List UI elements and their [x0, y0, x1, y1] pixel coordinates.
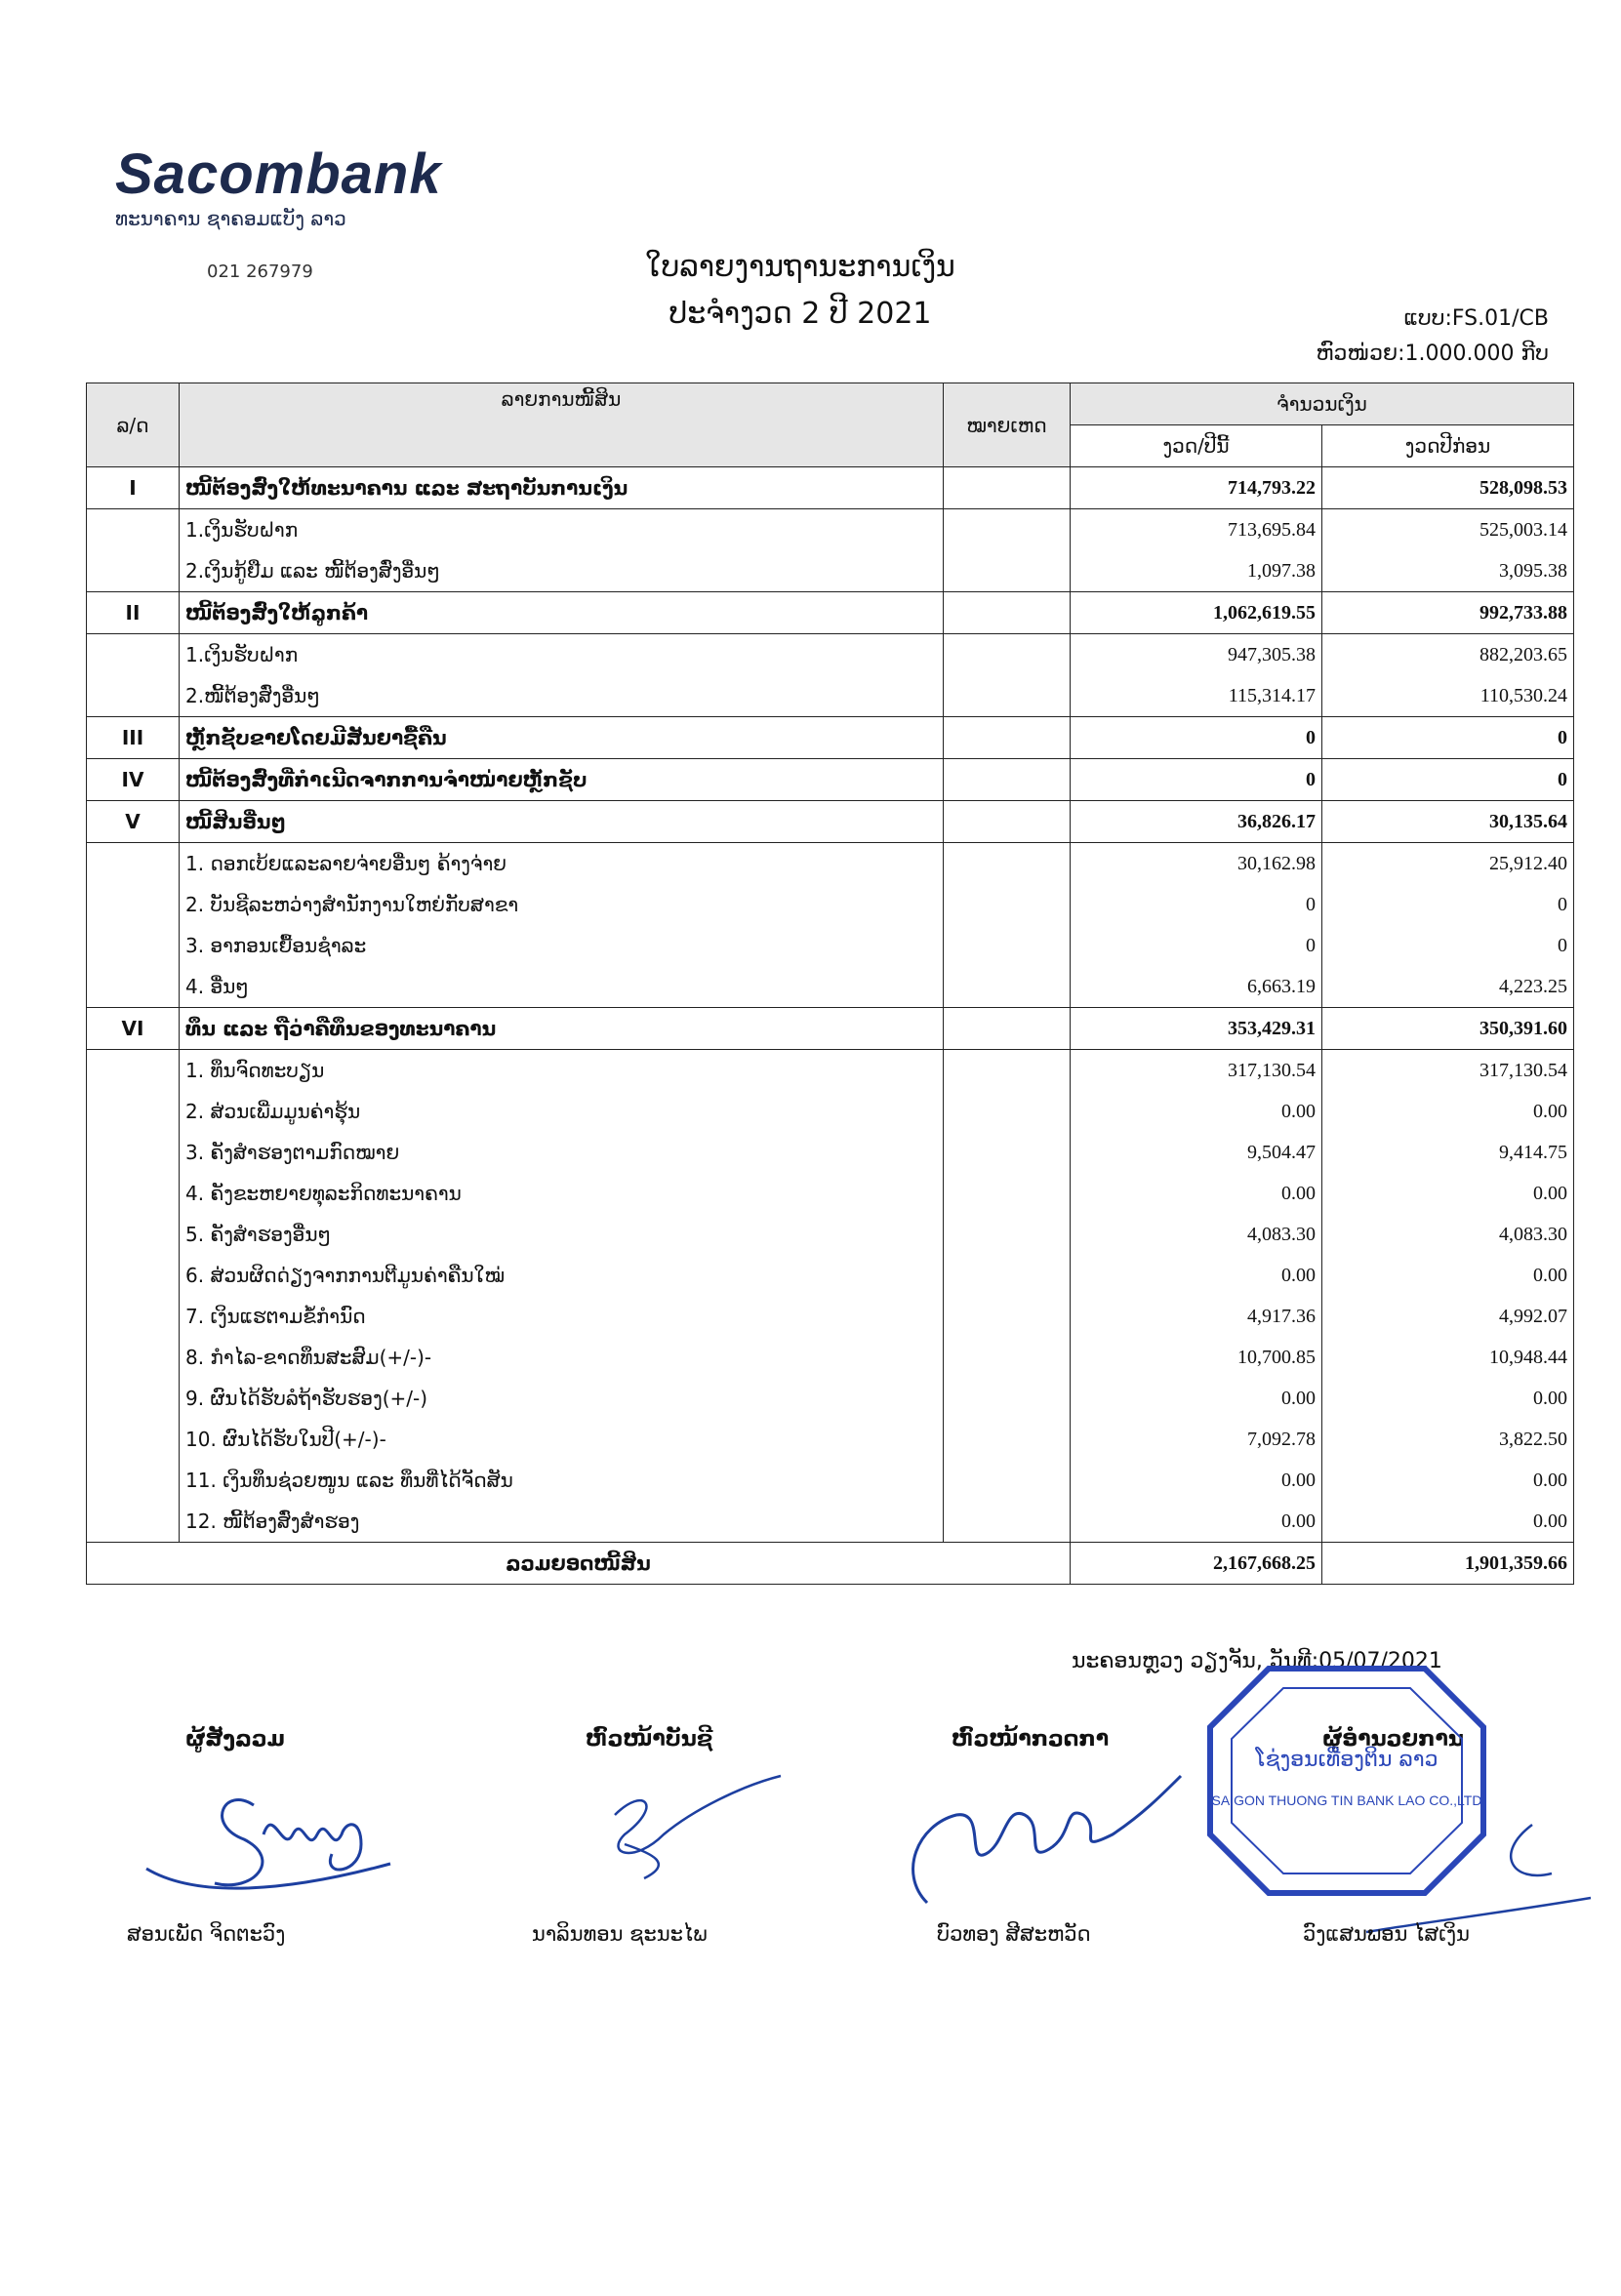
stamp-lao-text: ໂຊ່ງອນເທື່ອງຕິນ ລາວ	[1255, 1748, 1439, 1772]
row-number	[87, 1173, 180, 1214]
row-item: 10. ຜົນໄດ້ຮັບໃນປີ(+/-)-	[180, 1419, 944, 1460]
row-item: ໜີ້ສິນອື່ນໆ	[180, 801, 944, 843]
row-item: 6. ສ່ວນຜິດດ່ຽງຈາກການຕີມູນຄ່າຄືນໃໝ່	[180, 1255, 944, 1296]
row-item: ໜີ້ຕ້ອງສົ່ງໃຫ້ທະນາຄານ ແລະ ສະຖາບັນການເງິນ	[180, 467, 944, 509]
row-number	[87, 843, 180, 885]
row-previous-amount: 0.00	[1322, 1173, 1574, 1214]
row-previous-amount: 350,391.60	[1322, 1008, 1574, 1050]
row-number	[87, 1214, 180, 1255]
row-number: III	[87, 717, 180, 759]
table-row	[87, 1214, 1574, 1255]
row-item: 2.ເງິນກູ້ຢືມ ແລະ ໜີ້ຕ້ອງສົ່ງອື່ນໆ	[180, 550, 944, 592]
row-current-amount: 4,917.36	[1071, 1296, 1322, 1337]
table-row	[87, 1255, 1574, 1296]
row-item: 3. ອາກອນເຍື້ອນຊຳລະ	[180, 925, 944, 966]
table-row	[87, 801, 1574, 843]
row-note	[944, 925, 1071, 966]
row-current-amount: 115,314.17	[1071, 675, 1322, 717]
row-previous-amount: 3,822.50	[1322, 1419, 1574, 1460]
signer-title-chief-auditor: ຫົວໜ້າກວດກາ	[952, 1727, 1110, 1752]
row-previous-amount: 4,223.25	[1322, 966, 1574, 1008]
table-row	[87, 634, 1574, 676]
row-previous-amount: 3,095.38	[1322, 550, 1574, 592]
row-item: ທຶນ ແລະ ຖືວ່າຄືທຶນຂອງທະນາຄານ	[180, 1008, 944, 1050]
table-row	[87, 1419, 1574, 1460]
row-number	[87, 884, 180, 925]
row-note	[944, 1501, 1071, 1543]
row-number	[87, 1296, 180, 1337]
row-number: VI	[87, 1008, 180, 1050]
row-item: 3. ຄັງສຳຮອງຕາມກົດໝາຍ	[180, 1132, 944, 1173]
table-row	[87, 675, 1574, 717]
table-row	[87, 509, 1574, 551]
row-current-amount: 353,429.31	[1071, 1008, 1322, 1050]
row-previous-amount: 4,083.30	[1322, 1214, 1574, 1255]
row-note	[944, 1419, 1071, 1460]
row-current-amount: 0.00	[1071, 1460, 1322, 1501]
table-row	[87, 1337, 1574, 1378]
total-label: ລວມຍອດໜີ້ສິນ	[87, 1543, 1071, 1585]
report-title: ໃບລາຍງານຖານະການເງິນ	[645, 250, 955, 284]
row-previous-amount: 317,130.54	[1322, 1050, 1574, 1092]
signer-name-chief-accountant: ນາລິນທອນ ຊະນະໄພ	[532, 1922, 708, 1946]
row-note	[944, 717, 1071, 759]
row-number: V	[87, 801, 180, 843]
signer-name-director: ວົງແສນພອນ ໄສເງິນ	[1303, 1922, 1470, 1946]
row-note	[944, 1050, 1071, 1092]
row-item: 2. ບັນຊີລະຫວ່າງສຳນັກງານໃຫຍ່ກັບສາຂາ	[180, 884, 944, 925]
row-previous-amount: 10,948.44	[1322, 1337, 1574, 1378]
form-code: ແບບ:FS.01/CB	[1403, 306, 1549, 331]
row-number	[87, 550, 180, 592]
row-number	[87, 509, 180, 551]
table-row	[87, 1091, 1574, 1132]
row-note	[944, 1091, 1071, 1132]
row-number	[87, 1460, 180, 1501]
liabilities-table	[86, 383, 1574, 1585]
row-current-amount: 317,130.54	[1071, 1050, 1322, 1092]
table-row	[87, 1296, 1574, 1337]
row-current-amount: 0.00	[1071, 1091, 1322, 1132]
row-previous-amount: 0	[1322, 717, 1574, 759]
row-previous-amount: 992,733.88	[1322, 592, 1574, 634]
table-row	[87, 1050, 1574, 1092]
row-note	[944, 759, 1071, 801]
bank-subtitle: ທະນາຄານ ຊາຄອມແບັງ ລາວ	[115, 207, 346, 230]
row-note	[944, 634, 1071, 676]
row-number	[87, 1132, 180, 1173]
row-number	[87, 925, 180, 966]
table-row	[87, 550, 1574, 592]
row-note	[944, 884, 1071, 925]
header-note: ໝາຍເຫດ	[944, 383, 1071, 467]
row-previous-amount: 4,992.07	[1322, 1296, 1574, 1337]
stamp-english-text: SAIGON THUONG TIN BANK LAO CO.,LTD	[1211, 1792, 1482, 1808]
table-row	[87, 925, 1574, 966]
row-previous-amount: 0.00	[1322, 1460, 1574, 1501]
row-note	[944, 801, 1071, 843]
row-note	[944, 1255, 1071, 1296]
row-number	[87, 1255, 180, 1296]
bank-logo	[115, 142, 442, 230]
row-item: 8. ກຳໄລ-ຂາດທຶນສະສົມ(+/-)-	[180, 1337, 944, 1378]
row-previous-amount: 9,414.75	[1322, 1132, 1574, 1173]
row-note	[944, 675, 1071, 717]
row-current-amount: 4,083.30	[1071, 1214, 1322, 1255]
table-row	[87, 843, 1574, 885]
table-row	[87, 1132, 1574, 1173]
table-row	[87, 884, 1574, 925]
row-item: 12. ໜີ້ຕ້ອງສົ່ງສຳຮອງ	[180, 1501, 944, 1543]
table-row	[87, 1173, 1574, 1214]
row-item: ໜີ້ຕ້ອງສົ່ງທີ່ກຳເນີດຈາກການຈຳໜ່າຍຫຼັກຊັບ	[180, 759, 944, 801]
row-number	[87, 675, 180, 717]
row-item: 7. ເງິນແຮຕາມຂໍ້ກຳນົດ	[180, 1296, 944, 1337]
row-item: 1.ເງິນຮັບຝາກ	[180, 509, 944, 551]
signer-title-chief-accountant: ຫົວໜ້າບັນຊີ	[586, 1727, 713, 1752]
row-item: ໜີ້ຕ້ອງສົ່ງໃຫ້ລູກຄ້າ	[180, 592, 944, 634]
row-current-amount: 6,663.19	[1071, 966, 1322, 1008]
row-number	[87, 1419, 180, 1460]
total-row	[87, 1543, 1574, 1585]
table-row	[87, 1008, 1574, 1050]
row-current-amount: 713,695.84	[1071, 509, 1322, 551]
table-row	[87, 1378, 1574, 1419]
row-previous-amount: 0	[1322, 925, 1574, 966]
row-note	[944, 592, 1071, 634]
row-number	[87, 1050, 180, 1092]
row-note	[944, 966, 1071, 1008]
row-previous-amount: 0	[1322, 884, 1574, 925]
row-item: ຫຼັກຊັບຂາຍໂດຍມີສັນຍາຊື້ຄືນ	[180, 717, 944, 759]
row-item: 2. ສ່ວນເພີ່ມມູນຄ່າຮຸ້ນ	[180, 1091, 944, 1132]
row-number: I	[87, 467, 180, 509]
row-current-amount: 0.00	[1071, 1255, 1322, 1296]
row-note	[944, 1132, 1071, 1173]
row-number	[87, 1091, 180, 1132]
row-note	[944, 1008, 1071, 1050]
total-current: 2,167,668.25	[1071, 1543, 1322, 1585]
row-previous-amount: 0	[1322, 759, 1574, 801]
row-current-amount: 714,793.22	[1071, 467, 1322, 509]
row-note	[944, 1337, 1071, 1378]
row-previous-amount: 0.00	[1322, 1501, 1574, 1543]
row-previous-amount: 528,098.53	[1322, 467, 1574, 509]
row-note	[944, 1173, 1071, 1214]
table-row	[87, 966, 1574, 1008]
row-note	[944, 467, 1071, 509]
bank-name: Sacombank	[115, 142, 442, 206]
signature-chief-auditor	[878, 1756, 1191, 1922]
table-row	[87, 467, 1574, 509]
place-date: ນະຄອນຫຼວງ ວຽງຈັນ, ວັນທີ:05/07/2021	[1072, 1649, 1442, 1673]
row-item: 4. ຄັງຂະຫຍາຍທຸລະກິດທະນາຄານ	[180, 1173, 944, 1214]
row-current-amount: 0.00	[1071, 1501, 1322, 1543]
row-current-amount: 0	[1071, 884, 1322, 925]
header-current: ງວດ/ປີນີ້	[1071, 425, 1322, 467]
signer-name-compiler: ສອນເພັດ ຈິດຕະວົງ	[127, 1922, 286, 1946]
row-previous-amount: 110,530.24	[1322, 675, 1574, 717]
row-note	[944, 843, 1071, 885]
row-note	[944, 1214, 1071, 1255]
header-previous: ງວດປີກ່ອນ	[1322, 425, 1574, 467]
table-row	[87, 759, 1574, 801]
row-item: 9. ຜົນໄດ້ຮັບລໍຖ້າຮັບຮອງ(+/-)	[180, 1378, 944, 1419]
row-number	[87, 1337, 180, 1378]
phone-number: 021 267979	[207, 262, 313, 282]
row-previous-amount: 882,203.65	[1322, 634, 1574, 676]
row-current-amount: 0	[1071, 717, 1322, 759]
row-current-amount: 36,826.17	[1071, 801, 1322, 843]
row-current-amount: 0	[1071, 925, 1322, 966]
header-no: ລ/ດ	[87, 383, 180, 467]
row-current-amount: 9,504.47	[1071, 1132, 1322, 1173]
signer-name-chief-auditor: ບົວທອງ ສີສະຫວັດ	[937, 1922, 1091, 1946]
row-number	[87, 634, 180, 676]
row-item: 5. ຄັງສຳຮອງອື່ນໆ	[180, 1214, 944, 1255]
row-item: 11. ເງິນທຶນຊ່ວຍໜູນ ແລະ ທຶນທີ່ໄດ້ຈັດສັນ	[180, 1460, 944, 1501]
table-body	[87, 467, 1574, 1543]
row-current-amount: 0.00	[1071, 1378, 1322, 1419]
signer-title-director: ຜູ້ອຳນວຍການ	[1322, 1727, 1464, 1752]
table-row	[87, 717, 1574, 759]
row-number	[87, 966, 180, 1008]
row-note	[944, 509, 1071, 551]
row-current-amount: 10,700.85	[1071, 1337, 1322, 1378]
table-row	[87, 1501, 1574, 1543]
row-note	[944, 550, 1071, 592]
row-item: 4. ອື່ນໆ	[180, 966, 944, 1008]
row-number	[87, 1501, 180, 1543]
row-current-amount: 0.00	[1071, 1173, 1322, 1214]
row-current-amount: 1,097.38	[1071, 550, 1322, 592]
table-row	[87, 592, 1574, 634]
row-previous-amount: 0.00	[1322, 1378, 1574, 1419]
table-row	[87, 1460, 1574, 1501]
row-number: II	[87, 592, 180, 634]
row-previous-amount: 25,912.40	[1322, 843, 1574, 885]
row-current-amount: 947,305.38	[1071, 634, 1322, 676]
row-number: IV	[87, 759, 180, 801]
row-note	[944, 1460, 1071, 1501]
signature-chief-accountant	[586, 1756, 800, 1903]
row-item: 1.ເງິນຮັບຝາກ	[180, 634, 944, 676]
row-current-amount: 7,092.78	[1071, 1419, 1322, 1460]
report-period: ປະຈຳງວດ 2 ປີ 2021	[669, 297, 932, 331]
header-amount: ຈຳນວນເງິນ	[1071, 383, 1574, 425]
row-note	[944, 1378, 1071, 1419]
row-item: 2.ໜີ້ຕ້ອງສົ່ງອື່ນໆ	[180, 675, 944, 717]
row-previous-amount: 0.00	[1322, 1091, 1574, 1132]
signer-title-compiler: ຜູ້ສັງລວມ	[185, 1727, 285, 1752]
row-item: 1. ດອກເບ້ຍແລະລາຍຈ່າຍອື່ນໆ ຄ້າງຈ່າຍ	[180, 843, 944, 885]
row-previous-amount: 30,135.64	[1322, 801, 1574, 843]
unit-label: ຫົວໜ່ວຍ:1.000.000 ກີບ	[1316, 342, 1549, 366]
row-current-amount: 1,062,619.55	[1071, 592, 1322, 634]
row-note	[944, 1296, 1071, 1337]
total-previous: 1,901,359.66	[1322, 1543, 1574, 1585]
row-number	[87, 1378, 180, 1419]
row-current-amount: 0	[1071, 759, 1322, 801]
signature-compiler	[137, 1766, 410, 1913]
row-current-amount: 30,162.98	[1071, 843, 1322, 885]
row-previous-amount: 0.00	[1322, 1255, 1574, 1296]
row-previous-amount: 525,003.14	[1322, 509, 1574, 551]
header-item: ລາຍການໜີ້ສິນ	[180, 383, 944, 467]
row-item: 1. ທຶນຈົດທະບຽນ	[180, 1050, 944, 1092]
